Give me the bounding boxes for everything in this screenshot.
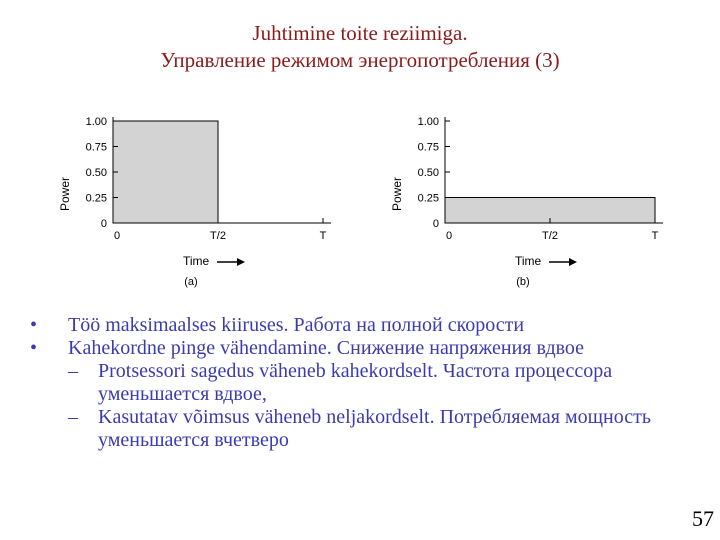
x-tick-label: 0 <box>113 230 121 242</box>
bullet-text-1: Töö maksimaalses kiiruses. Работа на полной скорости <box>68 314 525 336</box>
x-axis-label: Time <box>515 254 542 268</box>
power-charts <box>40 100 680 295</box>
sub-bullet-text-2: Kasutatav võimsus väheneb neljakordselt. Потребляемая мощность уменьшается вчетверо <box>98 406 651 451</box>
y-tick-label: 0.75 <box>417 141 439 154</box>
dash-mark: – <box>68 406 78 428</box>
bullet-item-2 <box>30 337 690 360</box>
y-tick-label: 1.00 <box>417 116 439 128</box>
x-tick-label: T/2 <box>542 230 558 242</box>
page-number: 57 <box>692 506 714 531</box>
y-tick-label: 0.25 <box>417 192 439 205</box>
sub-bullet-item-2 <box>30 406 690 452</box>
y-tick-label: 0.75 <box>85 141 107 154</box>
sub-bullet-text-1: Protsessori sagedus väheneb kahekordselt. Частота процессора уменьшается вдвое, <box>98 360 613 405</box>
panel-label: (b) <box>516 276 530 288</box>
time-arrow-head <box>569 258 577 266</box>
x-tick-label: T/2 <box>210 230 226 242</box>
x-tick-label: T <box>319 230 327 242</box>
y-axis-label: Power <box>390 176 404 212</box>
bullet-item-1 <box>30 314 690 337</box>
bullet-mark: • <box>30 314 38 336</box>
bullet-text-2: Kahekordne pinge vähendamine. Снижение напряжения вдвое <box>68 337 585 359</box>
x-tick-label: T <box>651 230 659 242</box>
x-tick-label: 0 <box>445 230 453 242</box>
y-tick-label: 0.50 <box>85 167 107 179</box>
bullet-mark: • <box>30 337 38 359</box>
time-arrow-head <box>237 258 245 266</box>
y-axis-label: Power <box>58 176 72 212</box>
panel-label: (a) <box>184 276 198 288</box>
power-area-1 <box>113 121 323 223</box>
slide-title-line-1: Juhtimine toite reziimiga. <box>252 21 468 45</box>
x-axis-label: Time <box>183 254 210 268</box>
y-tick-label: 1.00 <box>85 116 107 128</box>
bullet-list <box>30 314 690 452</box>
dash-mark: – <box>68 360 78 382</box>
y-tick-label: 0.25 <box>85 192 107 205</box>
sub-bullet-item-1 <box>30 360 690 406</box>
y-tick-label: 0.50 <box>417 167 439 179</box>
y-tick-label: 0 <box>100 218 107 230</box>
y-tick-label: 0 <box>432 218 439 230</box>
slide-title-line-2: Управление режимом энергопотребления (3) <box>160 48 560 72</box>
